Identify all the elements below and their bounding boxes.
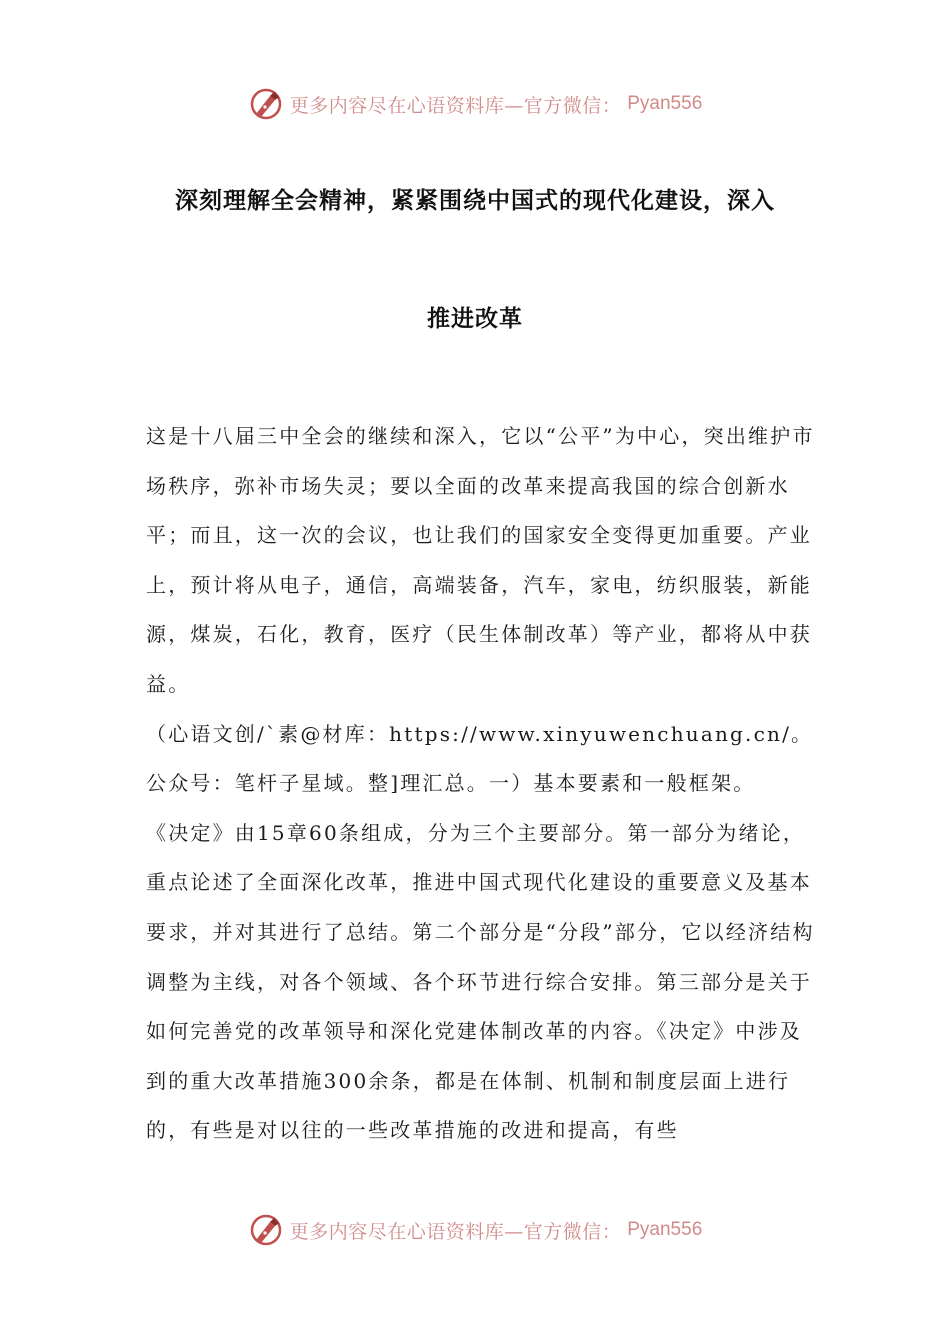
document-body <box>146 412 822 1156</box>
watermark-text: 更多内容尽在心语资料库—官方微信： <box>289 1220 622 1243</box>
watermark-text: 更多内容尽在心语资料库—官方微信： <box>289 94 622 117</box>
pen-nib-circle-icon <box>248 1212 284 1248</box>
document-title-line1: 深刻理解全会精神，紧紧围绕中国式的现代化建设，深入 <box>175 188 775 214</box>
pen-nib-circle-icon <box>248 86 284 122</box>
footer-watermark <box>0 1208 950 1252</box>
paragraph-intro: 这是十八届三中全会的继续和深入，它以“公平”为中心，突出维护市场秩序，弥补市场失灵；要以全面的改革来提高我国的综合创新水平；而且，这一次的会议，也让我们的国家安全变得更加重要。产业上，预计将从电子，通信，高端装备，汽车，家电，纺织服装，新能源，煤炭，石化，教育，医疗（民生体制改革）等产业，都将从中获益。 <box>146 424 815 696</box>
header-watermark <box>0 82 950 126</box>
watermark-wechat-id: Pyan556 <box>627 93 703 114</box>
paragraph-decision-structure: 《决定》由15章60条组成，分为三个主要部分。第一部分为绪论，重点论述了全面深化改革，推进中国式现代化建设的重要意义及基本要求，并对其进行了总结。第二个部分是“分段”部分，它以经济结构调整为主线，对各个领域、各个环节进行综合安排。第三部分是关于如何完善党的改革领导和深化党建体制改革的内容。《决定》中涉及到的重大改革措施300余条，都是在体制、机制和制度层面上进行的，有些是对以往的一些改革措施的改进和提高，有些 <box>146 820 815 1143</box>
watermark-wechat-id: Pyan556 <box>627 1219 703 1240</box>
document-title-line2: 推进改革 <box>427 306 523 332</box>
paragraph-source-note: （心语文创/`素@材库：https://www.xinyuwenchuang.cn/。公众号：笔杆子星域。整]理汇总。一）基本要素和一般框架。 <box>146 721 814 796</box>
